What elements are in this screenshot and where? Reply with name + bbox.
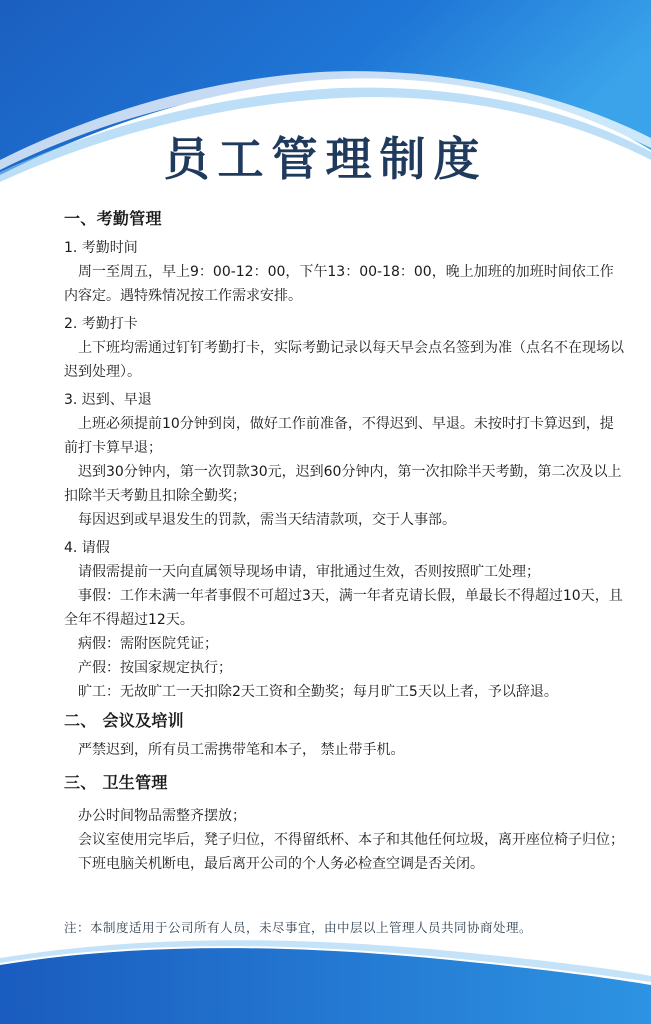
paragraph: 产假：按国家规定执行； (78, 660, 232, 676)
paragraph: 请假需提前一天向直属领导现场申请，审批通过生效，否则按照旷工处理； (78, 564, 540, 580)
regulation-body (64, 206, 624, 876)
section-heading-meetings: 二、 会议及培训 (64, 711, 184, 730)
paragraph: 每因迟到或早退发生的罚款，需当天结清款项，交于人事部。 (78, 512, 456, 528)
section-heading-hygiene: 三、 卫生管理 (64, 773, 168, 792)
paragraph: 上下班均需通过钉钉考勤打卡，实际考勤记录以每天早会点名签到为准（点名不在现场以迟到处理）。 (64, 340, 624, 380)
footer-note: 注：本制度适用于公司所有人员，未尽事宜，由中层以上管理人员共同协商处理。 (64, 920, 533, 935)
item-heading-work-hours: 1. 考勤时间 (64, 240, 138, 256)
paragraph: 事假：工作未满一年者事假不可超过3天，满一年者克请长假，单最长不得超过10天，且全年不得超过12天。 (64, 588, 623, 628)
paragraph: 旷工：无故旷工一天扣除2天工资和全勤奖；每月旷工5天以上者，予以辞退。 (78, 684, 558, 700)
page-title: 员工管理制度 (163, 132, 488, 186)
paragraph: 办公时间物品需整齐摆放； (78, 808, 246, 824)
item-heading-clock-in: 2. 考勤打卡 (64, 316, 138, 332)
item-heading-late-early: 3. 迟到、早退 (64, 392, 152, 408)
paragraph: 病假：需附医院凭证； (78, 636, 218, 652)
item-heading-leave: 4. 请假 (64, 540, 110, 556)
paragraph: 迟到30分钟内，第一次罚款30元，迟到60分钟内，第一次扣除半天考勤，第二次及以上扣除半天考勤且扣除全勤奖； (64, 464, 622, 504)
paragraph: 周一至周五，早上9：00-12：00，下午13：00-18：00，晚上加班的加班时间依工作内容定。遇特殊情况按工作需求安排。 (64, 264, 614, 304)
section-heading-attendance: 一、考勤管理 (64, 209, 162, 228)
paragraph: 会议室使用完毕后，凳子归位，不得留纸杯、本子和其他任何垃圾，离开座位椅子归位； (78, 832, 624, 848)
paragraph: 下班电脑关机断电，最后离开公司的个人务必检查空调是否关闭。 (78, 856, 484, 872)
paragraph: 上班必须提前10分钟到岗，做好工作前准备，不得迟到、早退。未按时打卡算迟到，提前打卡算早退； (64, 416, 614, 456)
paragraph: 严禁迟到，所有员工需携带笔和本子， 禁止带手机。 (78, 742, 405, 758)
